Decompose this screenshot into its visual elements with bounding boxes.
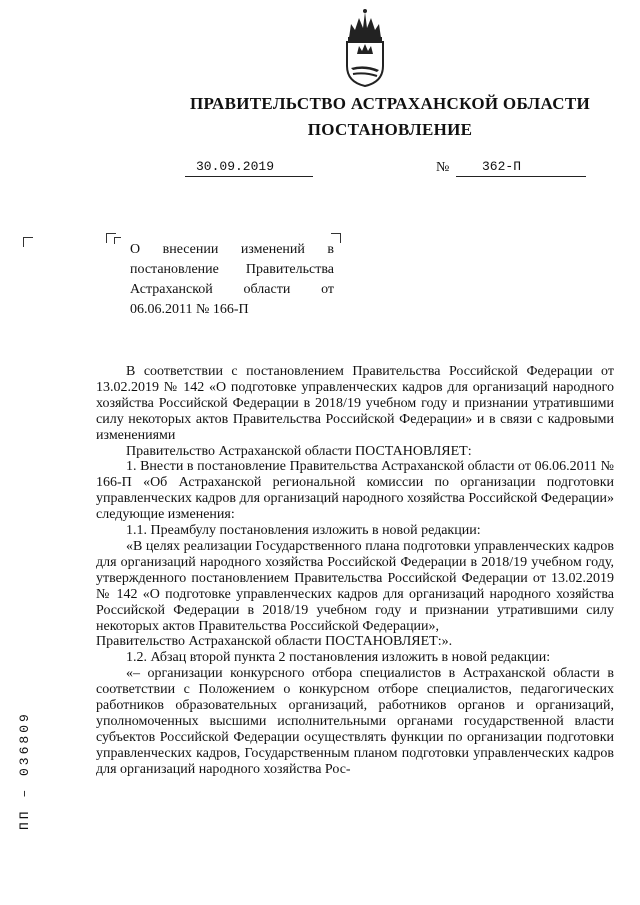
number-underline	[456, 176, 586, 177]
paragraph-quoted-item: «– организации конкурсного отбора специалистов в Астраханской области в соответствии с Положением о конкурсном отборе специалистов, педагогических работников образовательных организаций, работников органов и организаций, уполномоченных высшими исполнительными органами государственной власти субъектов Российской Федерации осуществлять функции по организации подготовки управленческих кадров, Государственным планом подготовки управленческих кадров для организаций народного хозяйства Рос-	[96, 666, 614, 777]
date-underline	[185, 176, 313, 177]
paragraph-quoted-preamble: «В целях реализации Государственного плана подготовки управленческих кадров для организаций народного хозяйства Российской Федерации в 2018/19 учебном году, утвержденного постановлением Правительства Российской Федерации от 13.02.2019 № 142 «О подготовке управленческих кадров для организаций народного хозяйства Российской Федерации в 2018/19 учебном году и признании утратившими силу некоторых актов Правительства Российской Федерации»,	[96, 538, 614, 634]
form-serial-number: ПП – 036809	[17, 711, 32, 830]
paragraph-quoted-resolves: Правительство Астраханской области ПОСТАНОВЛЯЕТ:».	[96, 634, 453, 650]
paragraph-item-1-1: 1.1. Преамбулу постановления изложить в новой редакции:	[126, 523, 481, 539]
document-subject: О внесении изменений в постановление Правительства Астраханской области от 06.06.2011 № 166-П	[130, 242, 334, 317]
document-type: ПОСТАНОВЛЕНИЕ	[307, 120, 473, 139]
paragraph-preamble: В соответствии с постановлением Правительства Российской Федерации от 13.02.2019 № 142 «О подготовке управленческих кадров для организаций народного хозяйства Российской Федерации в 2018/19 учебном году и признании утратившими силу некоторых актов Правительства Российской Федерации» и в связи с кадровыми изменениями	[96, 364, 614, 443]
document-body	[96, 364, 614, 778]
paragraph-item-1-2: 1.2. Абзац второй пункта 2 постановления изложить в новой редакции:	[126, 650, 551, 666]
paragraph-resolves: Правительство Астраханской области ПОСТАНОВЛЯЕТ:	[126, 443, 472, 459]
number-sign: №	[436, 160, 450, 175]
coat-of-arms-icon	[341, 8, 389, 88]
document-number: 362-П	[482, 159, 522, 174]
document-date: 30.09.2019	[196, 159, 275, 174]
government-title: ПРАВИТЕЛЬСТВО АСТРАХАНСКОЙ ОБЛАСТИ	[190, 94, 590, 113]
margin-corner-mark	[23, 237, 33, 247]
paragraph-item-1: 1. Внести в постановление Правительства Астраханской области от 06.06.2011 № 166-П «Об Астраханской региональной комиссии по организации подготовки управленческих кадров для организаций народного хозяйства Российской Федерации» следующие изменения:	[96, 459, 615, 523]
subject-corner-mark-left-inner	[114, 237, 121, 244]
